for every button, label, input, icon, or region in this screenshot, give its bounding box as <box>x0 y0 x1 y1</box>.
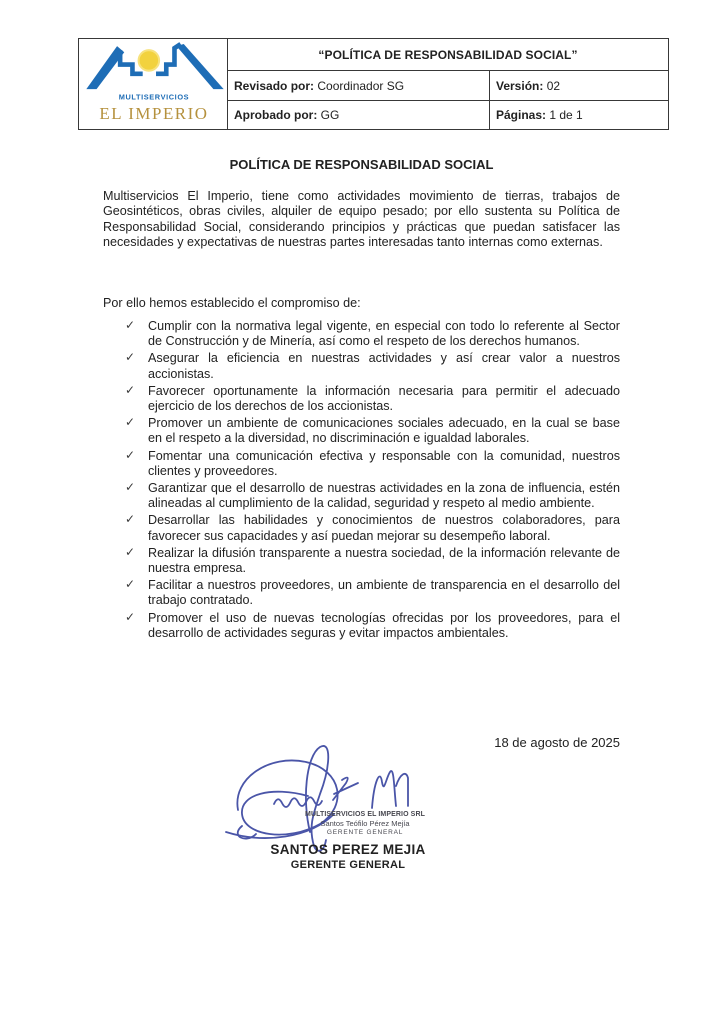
check-icon: ✓ <box>125 609 136 624</box>
check-icon: ✓ <box>125 447 136 462</box>
logo-brand-bottom: EL IMPERIO <box>99 103 209 123</box>
intro-paragraph: Multiservicios El Imperio, tiene como actividades movimiento de tierras, trabajos de Geosintéticos, obras civiles, alquiler de equipo pesado; por ello sustenta su Política de Responsabilidad Social, considerando principios y prácticas que puedan satisfacer las necesidades y expectativas de nuestras partes interesadas tanto internas como externas. <box>103 189 620 249</box>
signature-icon <box>222 740 427 858</box>
commitment-text: Asegurar la eficiencia en nuestras actividades y así crear valor a nuestros accionistas. <box>148 351 620 381</box>
logo-brand-top: MULTISERVICIOS <box>118 91 190 101</box>
aprobado-value: GG <box>320 108 340 122</box>
check-icon: ✓ <box>125 318 136 332</box>
commitment-text: Desarrollar las habilidades y conocimientos de nuestros colaboradores, para favorecer sus capacidades y así puedan mejorar su desempeño laboral. <box>148 513 620 543</box>
company-logo-icon <box>85 42 225 124</box>
commitments-list <box>103 319 620 643</box>
revisado-label: Revisado por: <box>234 78 315 93</box>
commitment-item <box>103 384 620 414</box>
revisado-cell <box>228 71 490 101</box>
commitment-text: Realizar la difusión transparente a nuestra sociedad, de la información relevante de nuestra empresa. <box>148 545 620 576</box>
commitment-text: Promover el uso de nuevas tecnologías ofrecidas por los proveedores, para el desarrollo de actividades seguras y evitar impactos ambientales. <box>148 610 620 640</box>
check-icon: ✓ <box>125 415 136 430</box>
header-document-title: “POLÍTICA DE RESPONSABILIDAD SOCIAL” <box>228 39 669 71</box>
revisado-value: Coordinador SG <box>317 78 405 93</box>
company-logo-cell <box>79 39 228 130</box>
check-icon: ✓ <box>125 512 136 527</box>
version-label: Versión: <box>496 78 544 93</box>
commitment-text: Cumplir con la normativa legal vigente, en especial con todo lo referente al Sector de Construcción y de Minería, así como el respeto de los derechos humanos. <box>148 319 620 349</box>
stamp-company: MULTISERVICIOS EL IMPERIO SRL <box>305 811 425 818</box>
commitment-text: Fomentar una comunicación efectiva y responsable con la comunidad, nuestros clientes y proveedores. <box>148 448 620 478</box>
aprobado-cell <box>228 101 490 130</box>
commitment-item <box>103 449 620 479</box>
commitment-item <box>103 416 620 446</box>
commitment-item <box>103 546 620 576</box>
commitment-item <box>103 351 620 381</box>
check-icon: ✓ <box>125 382 136 397</box>
commitment-intro: Por ello hemos establecido el compromiso de: <box>103 296 361 310</box>
commitment-text: Favorecer oportunamente la información necesaria para permitir el adecuado ejercicio de los derechos de los accionistas. <box>148 383 620 414</box>
aprobado-label: Aprobado por: <box>234 108 318 122</box>
paginas-cell <box>490 101 669 130</box>
commitment-item <box>103 513 620 543</box>
commitment-text: Promover un ambiente de comunicaciones sociales adecuado, en la cual se base en el respeto a la diversidad, no discriminación e igualdad laborales. <box>148 416 620 446</box>
paginas-value: 1 de 1 <box>549 108 583 122</box>
page-title: POLÍTICA DE RESPONSABILIDAD SOCIAL <box>229 157 494 172</box>
commitment-text: Garantizar que el desarrollo de nuestras actividades en la zona de influencia, estén alineadas al cumplimiento de la calidad, seguridad y respeto al medio ambiente. <box>148 481 620 511</box>
signer-role: GERENTE GENERAL <box>290 859 406 871</box>
signer-name: SANTOS PEREZ MEJIA <box>270 842 426 857</box>
version-value: 02 <box>546 78 561 93</box>
version-cell <box>490 71 669 101</box>
check-icon: ✓ <box>125 544 136 559</box>
stamp-person: Santos Teófilo Pérez Mejía <box>320 819 410 829</box>
check-icon: ✓ <box>125 480 136 495</box>
document-date: 18 de agosto de 2025 <box>494 735 620 750</box>
commitment-item <box>103 481 620 511</box>
commitment-item <box>103 611 620 641</box>
check-icon: ✓ <box>125 577 136 592</box>
commitment-text: Facilitar a nuestros proveedores, un ambiente de transparencia en el desarrollo del trabajo contratado. <box>148 578 620 608</box>
commitment-item <box>103 319 620 349</box>
signature-stamp <box>305 810 425 837</box>
document-header-table <box>78 38 669 130</box>
check-icon: ✓ <box>125 350 136 365</box>
commitment-item <box>103 578 620 608</box>
stamp-role: GERENTE GENERAL <box>326 828 404 836</box>
paginas-label: Páginas: <box>496 108 547 122</box>
